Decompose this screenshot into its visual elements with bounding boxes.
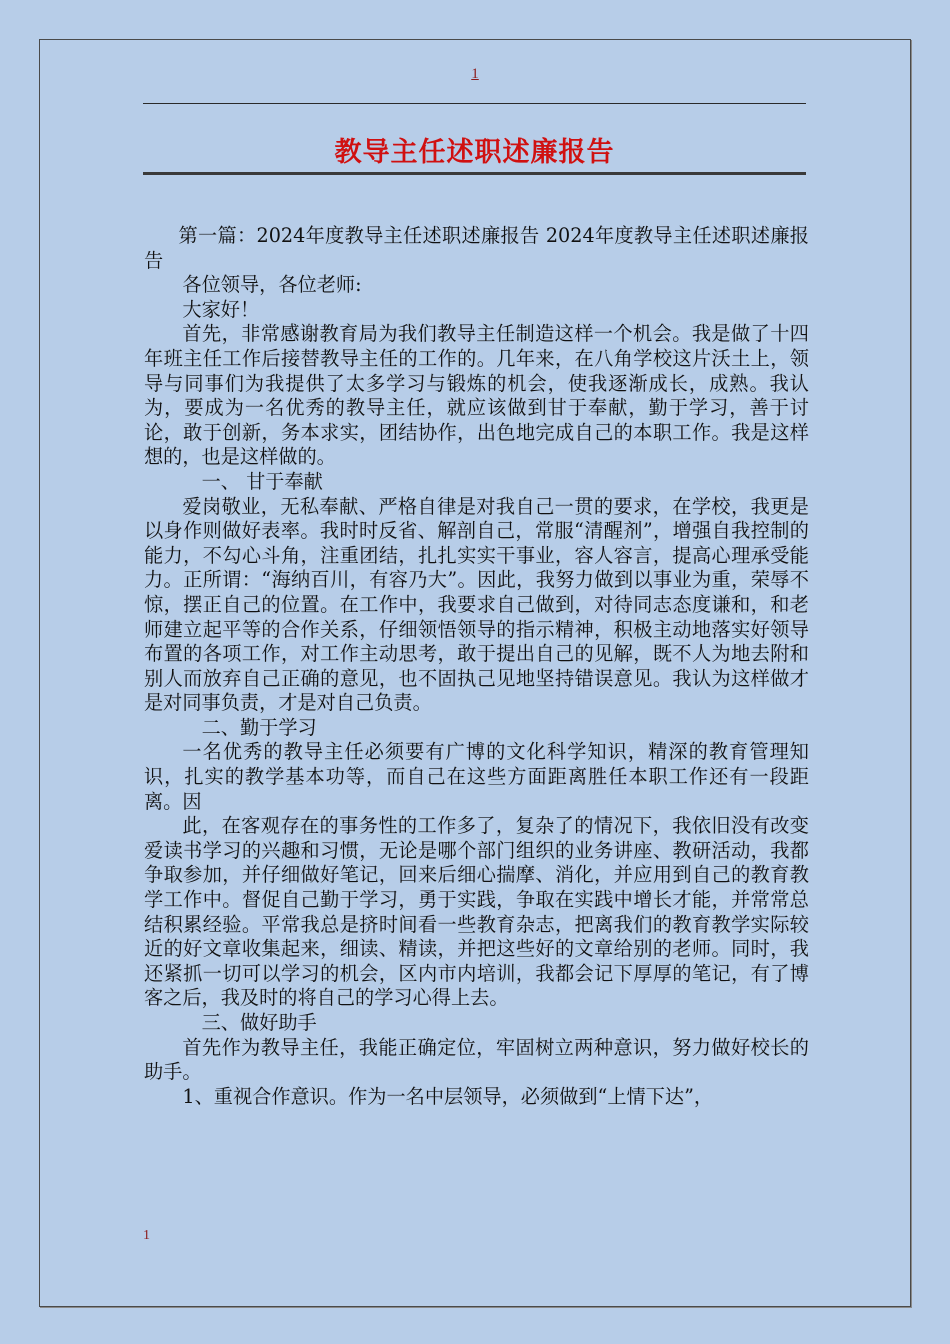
section-heading-assistant: 三、做好助手	[201, 1011, 317, 1034]
paragraph-greeting: 大家好！	[182, 297, 260, 321]
paragraph-opening: 首先，非常感谢教育局为我们教导主任制造这样一个机会。我是做了十四年班主任工作后接替教导主任的工作的。几年来，在八角学校这片沃土上，领导与同事们为我提供了太多学习与锻炼的机会，使我逐渐成长，成熟。我认为，要成为一名优秀的教导主任，就应该做到甘于奉献，勤于学习，善于讨论，敢于创新，务本求实，团结协作，出色地完成自己的本职工作。我是这样想的，也是这样做的。	[144, 322, 809, 469]
paragraph-dedication: 爱岗敬业，无私奉献、严格自律是对我自己一贯的要求，在学校，我更是以身作则做好表率。我时时反省、解剖自己，常服“清醒剂”，增强自我控制的能力，不勾心斗角，注重团结，扎扎实实干事业，容人容言，提高心理承受能力。正所谓：“海纳百川，有容乃大”。因此，我努力做到以事业为重，荣辱不惊，摆正自己的位置。在工作中，我要求自己做到，对待同志态度谦和，和老师建立起平等的合作关系，仔细领悟领导的指示精神，积极主动地落实好领导布置的各项工作，对工作主动思考，敢于提出自己的见解，既不人为地去附和别人而放弃自己正确的意见，也不固执己见地坚持错误意见。我认为这样做才是对同事负责，才是对自己负责。	[144, 494, 809, 715]
document-title: 教导主任述职述廉报告	[334, 137, 615, 168]
paragraph-intro-heading: 第一篇：2024年度教导主任述职述廉报告 2024年度教导主任述职述廉报告	[144, 224, 809, 272]
section-heading-dedication: 一、 甘于奉献	[201, 469, 323, 493]
section-heading-learning: 二、勤于学习	[201, 715, 317, 739]
footer-page-number: 1	[143, 1228, 150, 1243]
document-body	[144, 224, 809, 1109]
title-divider	[143, 172, 806, 175]
paragraph-salutation: 各位领导，各位老师:	[182, 273, 362, 297]
header-divider	[143, 103, 806, 104]
paragraph-learning-2: 此，在客观存在的事务性的工作多了，复杂了的情况下，我依旧没有改变爱读书学习的兴趣和习惯，无论是哪个部门组织的业务讲座、教研活动，我都争取参加，并仔细做好笔记，回来后细心揣摩、消化，并应用到自己的教育教学工作中。督促自己勤于学习，勇于实践，争取在实践中增长才能，并常常总结积累经验。平常我总是挤时间看一些教育杂志，把离我们的教育教学实际较近的好文章收集起来，细读、精读，并把这些好的文章给别的老师。同时，我还紧抓一切可以学习的机会，区内市内培训，我都会记下厚厚的笔记，有了博客之后，我及时的将自己的学习心得上去。	[144, 814, 809, 1010]
header-page-number: 1	[471, 66, 479, 82]
paragraph-cooperation: 1、重视合作意识。作为一名中层领导，必须做到“上情下达”，	[182, 1084, 714, 1108]
paragraph-learning-1: 一名优秀的教导主任必须要有广博的文化科学知识，精深的教育管理知识，扎实的教学基本功等，而自己在这些方面距离胜任本职工作还有一段距离。因	[144, 740, 809, 813]
paragraph-assistant: 首先作为教导主任，我能正确定位，牢固树立两种意识，努力做好校长的助手。	[144, 1035, 809, 1084]
